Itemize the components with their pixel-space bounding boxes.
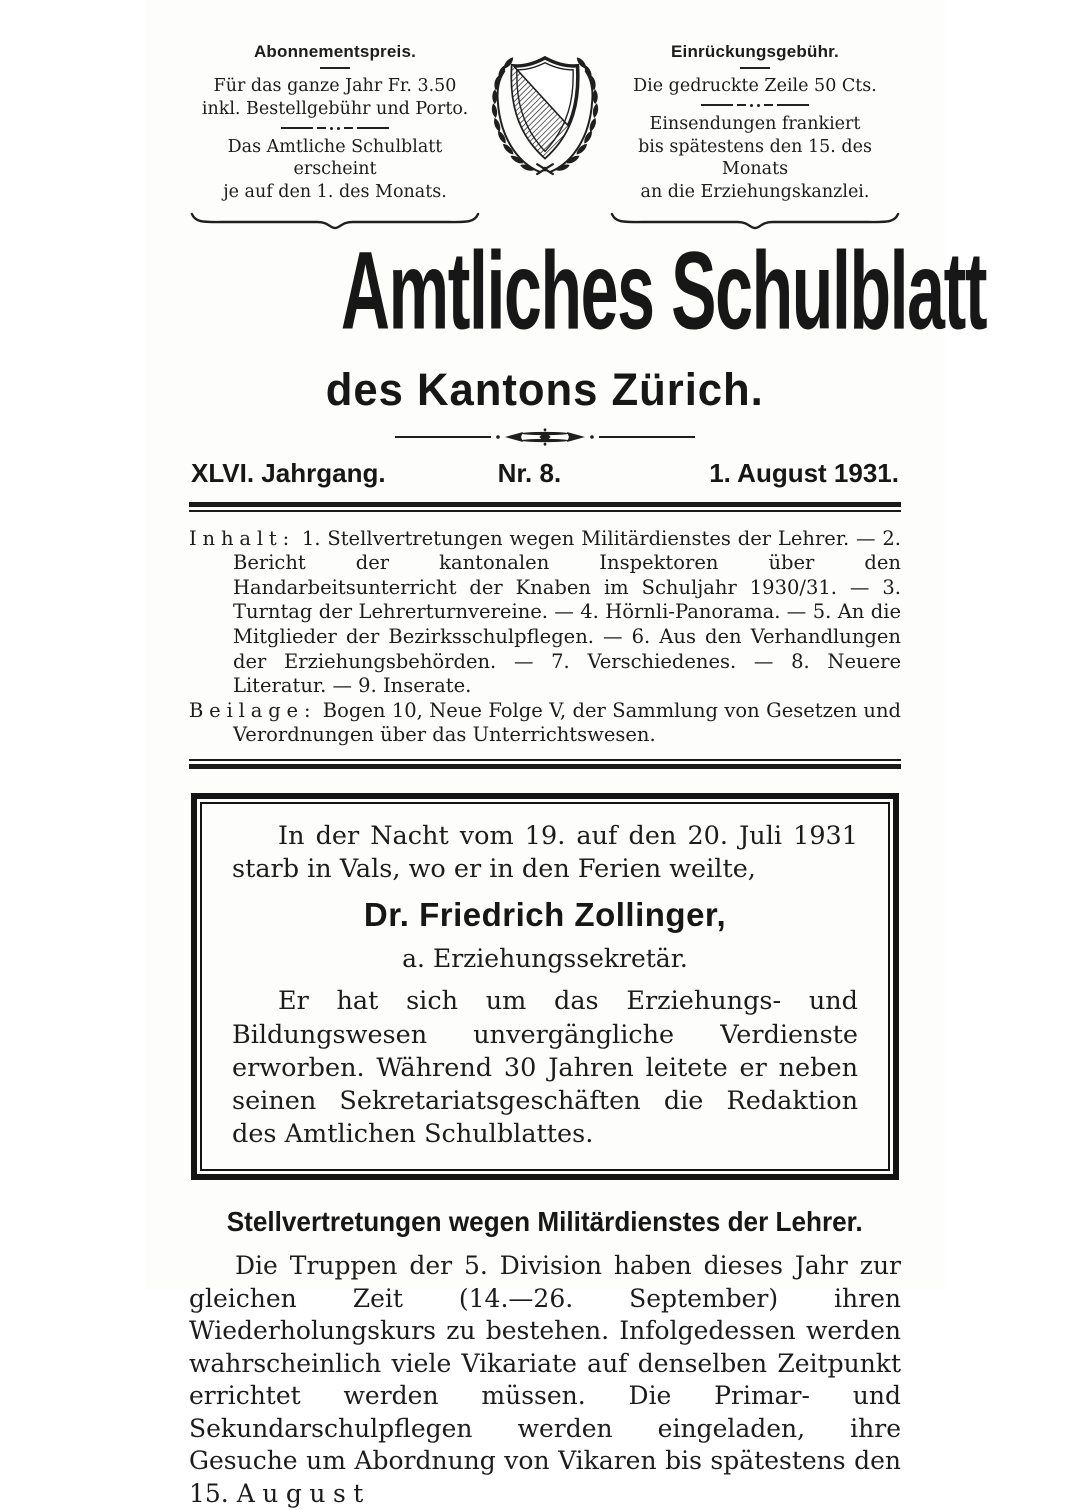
insertion-line: an die Erziehungskanzlei. bbox=[640, 182, 870, 202]
subscription-line: je auf den 1. des Monats. bbox=[223, 182, 447, 202]
insertion-line: Einsendungen frankiert bbox=[649, 113, 861, 134]
masthead-subtitle-row bbox=[189, 364, 901, 416]
obituary-paragraph: In der Nacht vom 19. auf den 20. Juli 1931 starb in Vals, wo er in den Ferien weilte, bbox=[232, 820, 858, 884]
insertion-fee-heading: Einrückungsgebühr. bbox=[671, 42, 839, 61]
article-headline-row bbox=[189, 1206, 901, 1238]
short-rule bbox=[740, 67, 770, 69]
obituary-box bbox=[191, 793, 899, 1180]
newspaper-front-page bbox=[145, 0, 987, 1508]
toc-beilage-label: Beilage: bbox=[189, 698, 317, 722]
insertion-line: bis spätestens den 15. des Monats bbox=[638, 136, 872, 180]
ornament-divider-icon bbox=[189, 428, 901, 446]
article-body-text: Die Truppen der 5. Division haben dieses Jahr zur gleichen Zeit (14.—26. September) ihren Wiederholungskurs zu bestehen. Infolgedessen werden wahrscheinlich viele Vikariate auf denselben Zeitpunkt errichtet werden müssen. Die Primar- und Sekundarschulpflegen werden eingeladen, ihre Gesuche um Abordnung von Vikaren bis spätestens den 15. bbox=[189, 1251, 901, 1508]
obituary-inner-frame bbox=[200, 802, 890, 1171]
page-subtitle: des Kantons Zürich. bbox=[325, 363, 765, 415]
subscription-line: inkl. Bestellgebühr und Porto. bbox=[201, 98, 469, 119]
issue-info-row bbox=[189, 458, 901, 489]
insertion-line: Die gedruckte Zeile 50 Cts. bbox=[633, 76, 877, 96]
dash-dot-divider-icon bbox=[609, 104, 901, 107]
issue-date-label: 1. August 1931. bbox=[709, 457, 899, 488]
insertion-fee-box bbox=[609, 36, 901, 230]
thin-thick-rule bbox=[189, 759, 901, 769]
obituary-name: Dr. Friedrich Zollinger, bbox=[363, 896, 727, 934]
masthead-top-row bbox=[189, 36, 901, 230]
toc-inhalt-entry bbox=[189, 527, 901, 699]
underbrace-icon bbox=[189, 212, 481, 230]
dash-dot-divider-icon bbox=[189, 127, 481, 130]
toc-inhalt-text: 1. Stellvertretungen wegen Militärdienstes der Lehrer. — 2. Bericht der kantonalen Inspektoren über den Handarbeitsunterricht der Knaben im Schuljahr 1930/31. — 3. Turntag der Lehrerturnvereine. — 4. Hörnli-Panorama. — 5. An die Mitglieder der Bezirksschulpflegen. — 6. Aus den Verhandlungen der Erziehungsbehörden. — 7. Verschiedenes. — 8. Neuere Literatur. — 9. Inserate. bbox=[233, 526, 902, 698]
article-headline: Stellvertretungen wegen Militärdienstes der Lehrer. bbox=[227, 1206, 863, 1238]
subscription-price-heading: Abonnementspreis. bbox=[253, 42, 417, 61]
obituary-paragraph: Er hat sich um das Erziehungs- und Bildungswesen unvergängliche Verdienste erworben. Während 30 Jahren leitete er neben seinen Sekretariatsgeschäften die Redaktion des Amtlichen Schulblattes. bbox=[232, 986, 858, 1150]
toc-inhalt-label: Inhalt: bbox=[189, 526, 296, 550]
subscription-line: Das Amtliche Schulblatt erscheint bbox=[227, 136, 443, 180]
table-of-contents bbox=[189, 527, 901, 748]
page-title: Amtliches Schulblatt bbox=[340, 229, 987, 353]
issue-number-label: Nr. 8. bbox=[497, 457, 562, 488]
thick-thin-rule bbox=[189, 502, 901, 512]
article-emphasis-word: August bbox=[236, 1478, 371, 1508]
subscription-line: Für das ganze Jahr Fr. 3.50 bbox=[213, 76, 457, 96]
obituary-role: a. Erziehungssekretär. bbox=[402, 943, 688, 973]
article-body bbox=[189, 1250, 901, 1510]
toc-beilage-text: Bogen 10, Neue Folge V, der Sammlung von Gesetzen und Verordnungen über das Unterrichtswesen. bbox=[233, 698, 902, 747]
toc-beilage-entry bbox=[189, 699, 901, 748]
masthead-title-row bbox=[189, 229, 987, 353]
short-rule bbox=[320, 67, 350, 69]
volume-label: XLVI. Jahrgang. bbox=[191, 457, 386, 488]
subscription-price-box bbox=[189, 36, 481, 230]
underbrace-icon bbox=[609, 212, 901, 230]
zurich-coat-of-arms-icon bbox=[481, 36, 609, 188]
